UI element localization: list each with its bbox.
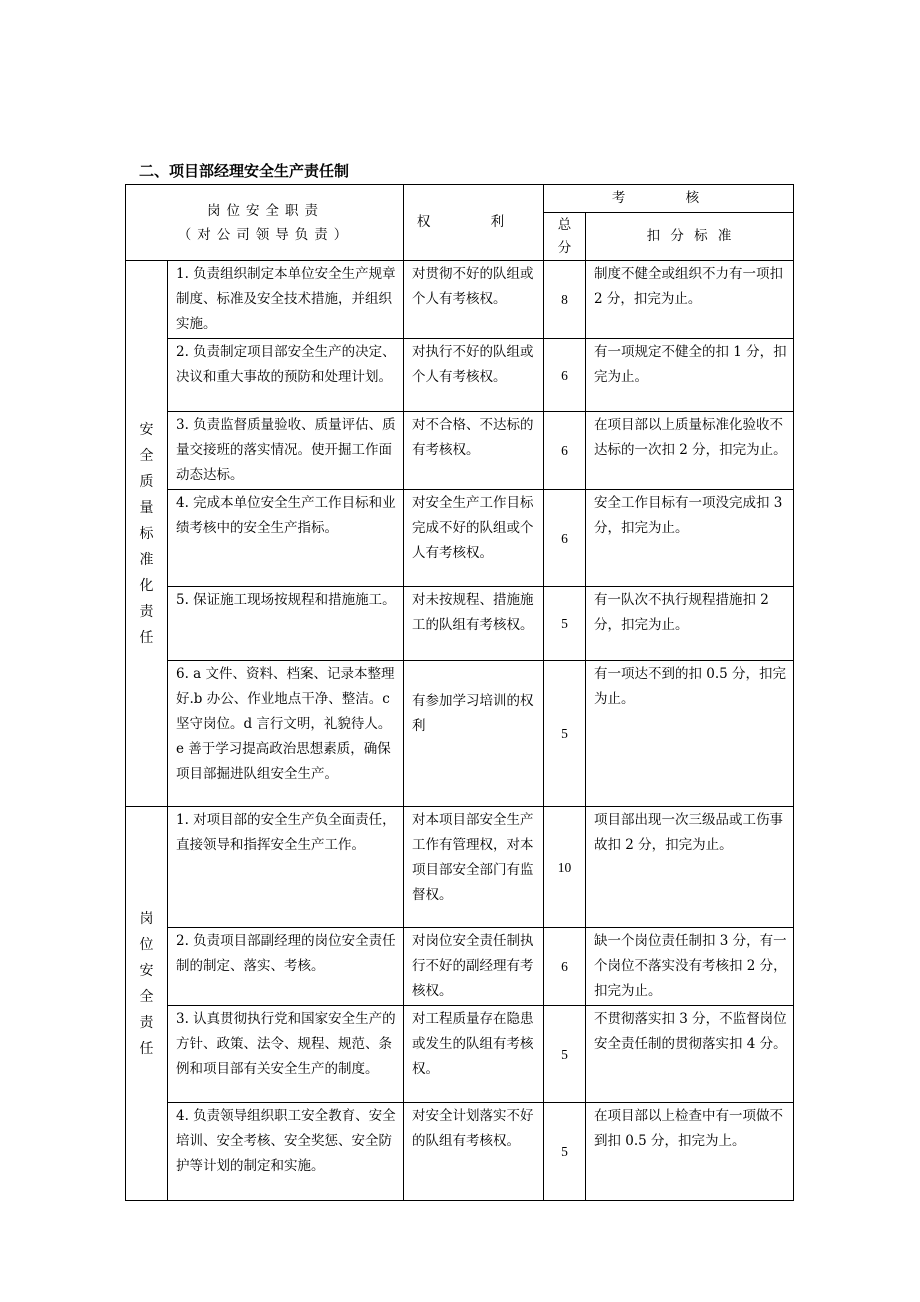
duty-header-line2: （对公司领导负责） — [177, 226, 354, 243]
score-cell: 8 — [544, 261, 586, 339]
standard-cell: 在项目部以上检查中有一项做不到扣 0.5 分，扣完为上。 — [586, 1103, 794, 1201]
right-cell: 对安全生产工作目标完成不好的队组或个人有考核权。 — [404, 490, 544, 587]
score-cell: 10 — [544, 807, 586, 928]
score-cell: 6 — [544, 412, 586, 490]
duty-header-line1: 岗位安全职责 — [207, 202, 324, 219]
standard-cell: 缺一个岗位责任制扣 3 分，有一个岗位不落实没有考核扣 2 分，扣完为止。 — [586, 928, 794, 1006]
standard-cell: 在项目部以上质量标准化验收不达标的一次扣 2 分，扣完为止。 — [586, 412, 794, 490]
header-row-1 — [126, 185, 794, 213]
category-cell — [126, 807, 168, 1201]
duty-header — [126, 185, 404, 261]
document-title: 二、项目部经理安全生产责任制 — [139, 162, 350, 180]
category-label: 安全质量标准化责任 — [139, 421, 154, 646]
table-row — [126, 807, 794, 928]
right-cell: 对贯彻不好的队组或个人有考核权。 — [404, 261, 544, 339]
right-cell: 对执行不好的队组或个人有考核权。 — [404, 339, 544, 412]
right-cell: 对工程质量存在隐患或发生的队组有考核权。 — [404, 1006, 544, 1103]
duty-cell: 6. a 文件、资料、档案、记录本整理好.b 办公、作业地点干净、整洁。c 坚守岗位。d 言行文明，礼貌待人。e 善于学习提高政治思想素质，确保项目部掘进队组安全生产。 — [168, 661, 404, 807]
standard-cell: 有一项达不到的扣 0.5 分，扣完为止。 — [586, 661, 794, 807]
table-row — [126, 587, 794, 661]
right-cell: 对本项目部安全生产工作有管理权，对本项目部安全部门有监督权。 — [404, 807, 544, 928]
table-row — [126, 1006, 794, 1103]
score-cell: 5 — [544, 1103, 586, 1201]
category-label: 岗位安全责任 — [139, 910, 154, 1057]
table-row — [126, 261, 794, 339]
standard-cell: 有一项规定不健全的扣 1 分，扣完为止。 — [586, 339, 794, 412]
standard-cell: 制度不健全或组织不力有一项扣 2 分，扣完为止。 — [586, 261, 794, 339]
rights-header-label: 权 利 — [416, 214, 533, 230]
assessment-header — [544, 185, 794, 213]
duty-cell: 4. 完成本单位安全生产工作目标和业绩考核中的安全生产指标。 — [168, 490, 404, 587]
total-score-header: 总分 — [544, 213, 586, 261]
duty-cell: 3. 认真贯彻执行党和国家安全生产的方针、政策、法令、规程、规范、条例和项目部有关安全生产的制度。 — [168, 1006, 404, 1103]
duty-cell: 4. 负责领导组织职工安全教育、安全培训、安全考核、安全奖惩、安全防护等计划的制定和实施。 — [168, 1103, 404, 1201]
table-row — [126, 661, 794, 807]
duty-cell: 1. 对项目部的安全生产负全面责任，直接领导和指挥安全生产工作。 — [168, 807, 404, 928]
right-cell: 对安全计划落实不好的队组有考核权。 — [404, 1103, 544, 1201]
score-cell: 6 — [544, 490, 586, 587]
duty-cell: 3. 负责监督质量验收、质量评估、质量交接班的落实情况。使开掘工作面动态达标。 — [168, 412, 404, 490]
score-cell: 6 — [544, 928, 586, 1006]
category-cell — [126, 261, 168, 807]
score-cell: 5 — [544, 1006, 586, 1103]
assessment-header-label: 考 核 — [611, 190, 728, 206]
right-cell: 有参加学习培训的权利 — [404, 661, 544, 807]
table-row — [126, 490, 794, 587]
standard-cell: 项目部出现一次三级品或工伤事故扣 2 分，扣完为止。 — [586, 807, 794, 928]
responsibility-table — [125, 184, 794, 1201]
table-row — [126, 412, 794, 490]
duty-cell: 1. 负责组织制定本单位安全生产规章制度、标准及安全技术措施，并组织实施。 — [168, 261, 404, 339]
standard-cell: 有一队次不执行规程措施扣 2 分，扣完为止。 — [586, 587, 794, 661]
rights-header — [404, 185, 544, 261]
right-cell: 对未按规程、措施施工的队组有考核权。 — [404, 587, 544, 661]
standard-cell: 安全工作目标有一项没完成扣 3 分，扣完为止。 — [586, 490, 794, 587]
table-row — [126, 1103, 794, 1201]
score-cell: 5 — [544, 587, 586, 661]
score-cell: 5 — [544, 661, 586, 807]
duty-cell: 2. 负责项目部副经理的岗位安全责任制的制定、落实、考核。 — [168, 928, 404, 1006]
standard-cell: 不贯彻落实扣 3 分，不监督岗位安全责任制的贯彻落实扣 4 分。 — [586, 1006, 794, 1103]
deduction-header: 扣 分 标 准 — [586, 213, 794, 261]
duty-cell: 5. 保证施工现场按规程和措施施工。 — [168, 587, 404, 661]
right-cell: 对岗位安全责任制执行不好的副经理有考核权。 — [404, 928, 544, 1006]
table-row — [126, 339, 794, 412]
score-cell: 6 — [544, 339, 586, 412]
right-cell: 对不合格、不达标的有考核权。 — [404, 412, 544, 490]
table-row — [126, 928, 794, 1006]
duty-cell: 2. 负责制定项目部安全生产的决定、决议和重大事故的预防和处理计划。 — [168, 339, 404, 412]
